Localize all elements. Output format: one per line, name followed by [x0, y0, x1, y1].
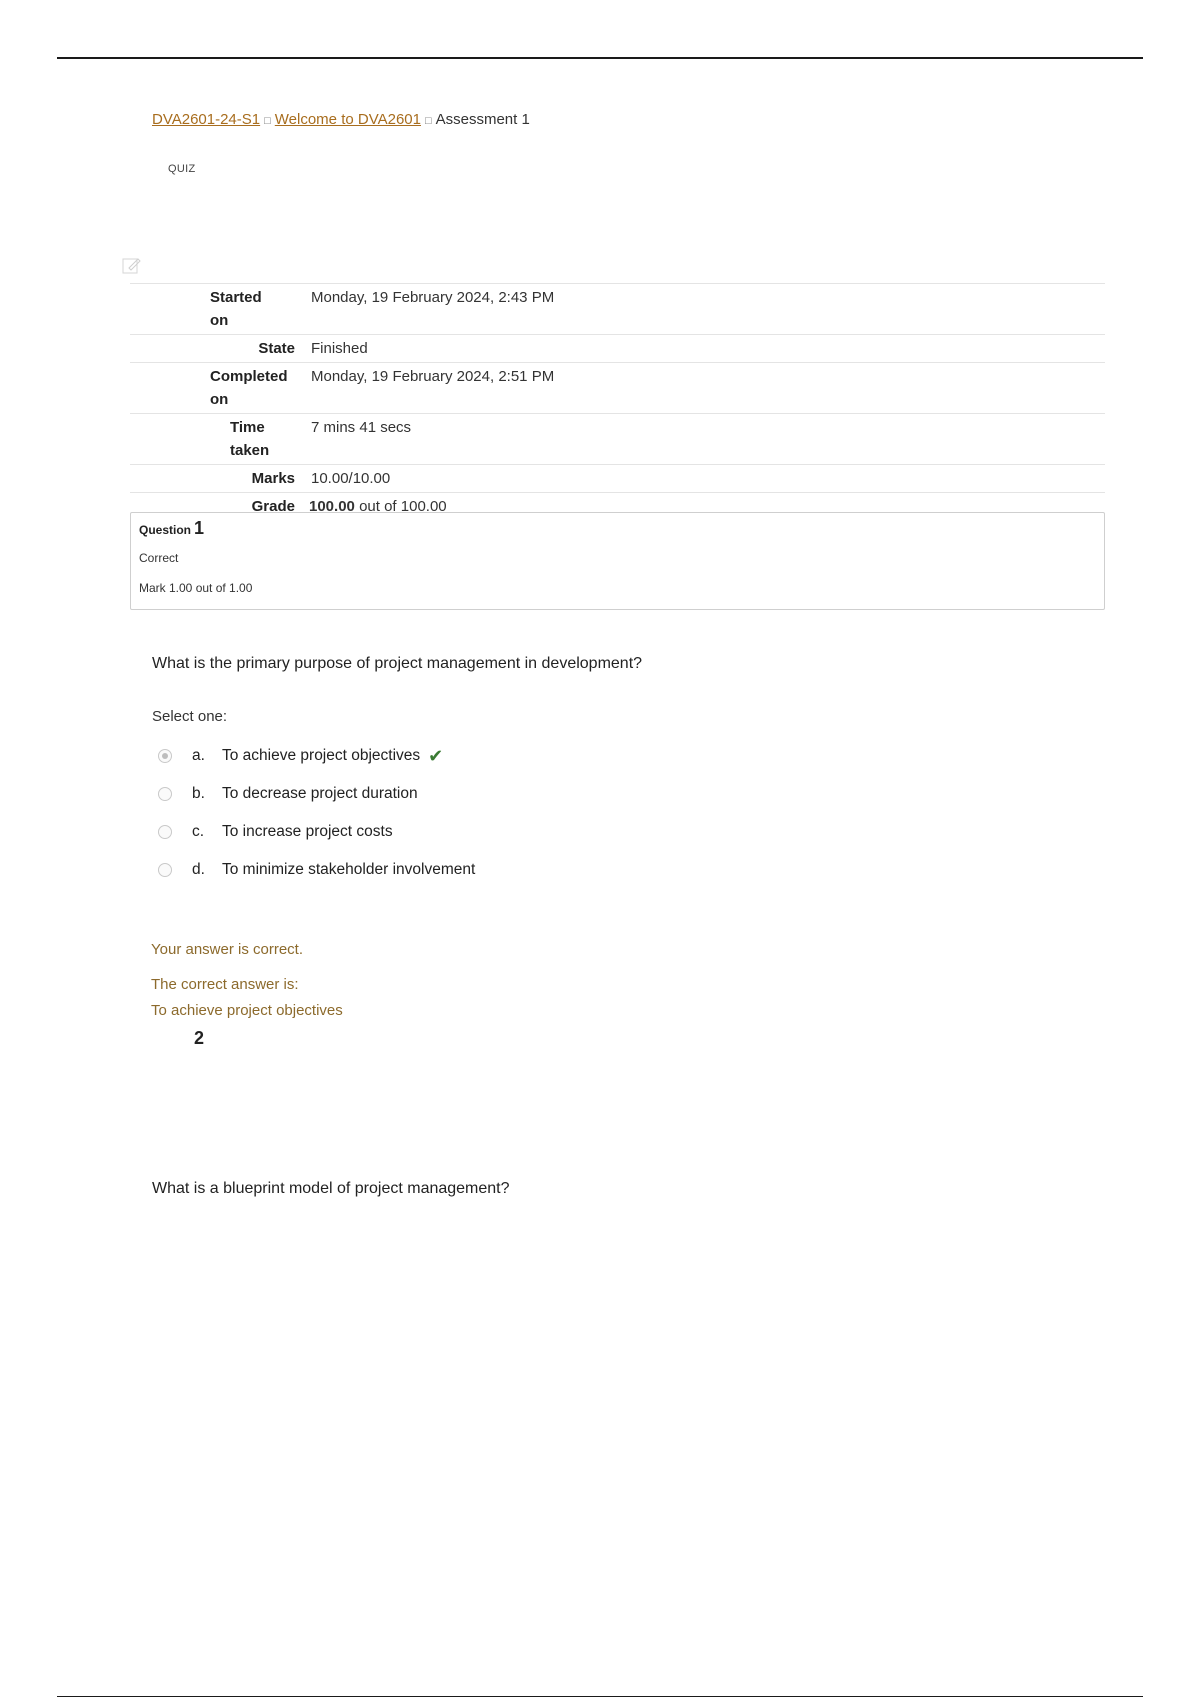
- summary-value-time-taken: 7 mins 41 secs: [311, 419, 412, 436]
- edit-icon: [122, 255, 142, 275]
- quiz-label: QUIZ: [168, 163, 196, 175]
- summary-value-completed: Monday, 19 February 2024, 2:51 PM: [311, 368, 555, 385]
- summary-label-started: Started on: [210, 289, 262, 329]
- radio-button[interactable]: [158, 863, 172, 877]
- check-icon: ✔: [428, 745, 444, 766]
- question-2-text: What is a blueprint model of project management?: [152, 1180, 510, 1197]
- summary-row-started: [130, 284, 1105, 335]
- question-mark: Mark 1.00 out of 1.00: [139, 581, 253, 595]
- option-letter: b.: [192, 785, 205, 802]
- question-1-text: What is the primary purpose of project management in development?: [152, 655, 643, 672]
- breadcrumb-separator: □: [424, 115, 432, 127]
- answer-option-d[interactable]: [158, 851, 475, 889]
- answer-option-b[interactable]: [158, 775, 475, 813]
- question-state: Correct: [139, 551, 179, 565]
- radio-button-selected[interactable]: [158, 749, 172, 763]
- feedback-right-answer-label: The correct answer is:: [151, 976, 299, 993]
- summary-label-state: State: [258, 340, 295, 357]
- breadcrumb-course-link[interactable]: DVA2601-24-S1: [152, 111, 261, 128]
- summary-row-time-taken: [130, 414, 1105, 465]
- summary-label-marks: Marks: [251, 470, 295, 487]
- summary-value-started: Monday, 19 February 2024, 2:43 PM: [311, 289, 555, 306]
- answer-option-c[interactable]: [158, 813, 475, 851]
- question-info-box: [130, 512, 1105, 610]
- breadcrumb: [152, 111, 530, 128]
- option-letter: a.: [192, 747, 205, 764]
- option-text: To minimize stakeholder involvement: [222, 861, 476, 878]
- summary-row-marks: [130, 465, 1105, 493]
- question-2-number: 2: [194, 1028, 205, 1048]
- summary-value-state: Finished: [311, 340, 368, 357]
- option-text: To increase project costs: [222, 823, 393, 840]
- feedback-right-answer: To achieve project objectives: [151, 1002, 343, 1019]
- breadcrumb-separator: □: [264, 115, 271, 127]
- breadcrumb-current: Assessment 1: [435, 111, 530, 128]
- option-text: To decrease project duration: [222, 785, 418, 802]
- summary-label-grade: Grade: [251, 498, 295, 515]
- grade-value: 100.00: [309, 498, 355, 515]
- top-rule: [57, 57, 1143, 59]
- breadcrumb-section-link[interactable]: Welcome to DVA2601: [274, 111, 421, 128]
- option-letter: d.: [192, 861, 205, 878]
- feedback-general: Your answer is correct.: [151, 941, 304, 958]
- answer-options: [158, 737, 475, 889]
- answer-option-a[interactable]: [158, 737, 475, 775]
- option-letter: c.: [192, 823, 205, 840]
- attempt-summary-table: [130, 283, 1105, 520]
- summary-label-time-taken: Time taken: [230, 419, 270, 459]
- summary-value-marks: 10.00/10.00: [311, 470, 391, 487]
- summary-label-completed: Completed on: [210, 368, 288, 408]
- select-one-prompt: Select one:: [152, 708, 228, 725]
- bottom-rule: [57, 1696, 1143, 1697]
- radio-button[interactable]: [158, 787, 172, 801]
- option-text: To achieve project objectives: [222, 747, 421, 764]
- summary-row-completed: [130, 363, 1105, 414]
- grade-suffix: out of 100.00: [359, 498, 447, 515]
- radio-button[interactable]: [158, 825, 172, 839]
- summary-row-state: [130, 335, 1105, 363]
- question-number: Question 1: [139, 518, 205, 538]
